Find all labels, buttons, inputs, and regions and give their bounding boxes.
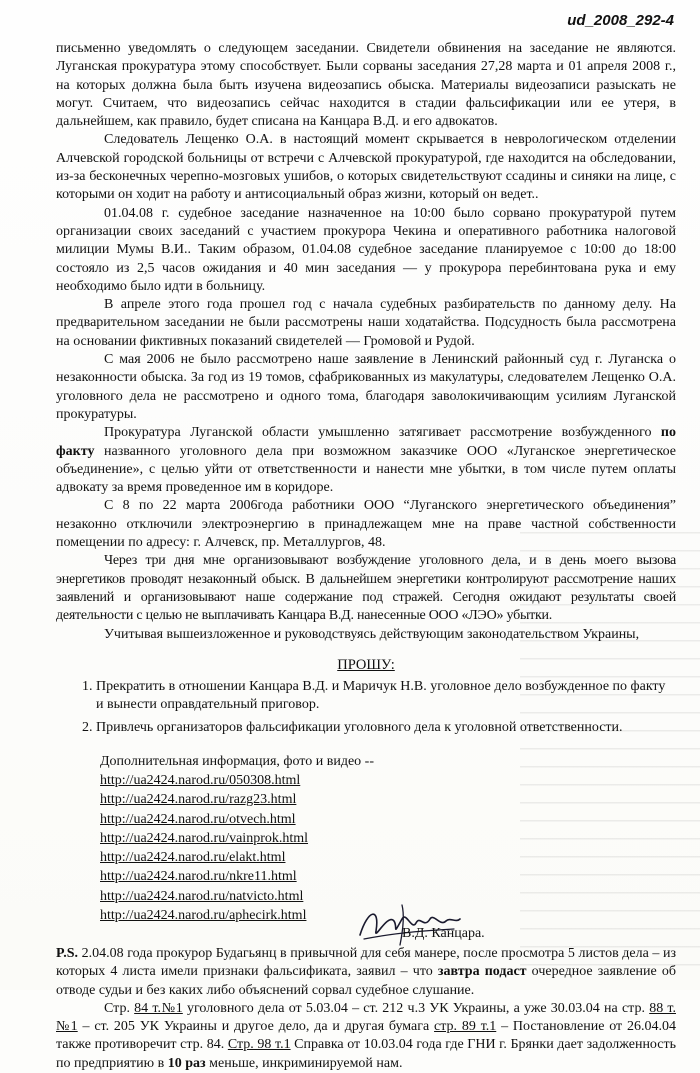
link-item[interactable]: http://ua2424.narod.ru/elakt.html [100,850,286,866]
paragraph-7: С 8 по 22 марта 2006года работники ООО “Луганского энергетического объединения” незаконно отключили электроэнергию в принадлежащем мне на праве частной собственности помещении по адресу: г. Алчевск, пр. Металлургов, 48. [56,498,676,551]
paragraph-4: В апреле этого года прошел год с начала судебных разбирательств по данному делу. На предварительном заседании не были рассмотрены наши ходатайства. Подсудность была рассмотрена на основании фиктивных показаний свидетелей — Громовой и Рудой. [56,297,676,349]
link-item[interactable]: http://ua2424.narod.ru/vainprok.html [100,830,309,846]
page-ref: 88 т.№1 [56,1000,676,1035]
document-body [56,40,676,1073]
final-text: – ст. 205 УК Украины и другое дело, да и другая бумага [77,1019,435,1035]
page-ref: 84 т.№1 [134,1000,183,1016]
paragraph-6-rest: названного уголовного дела при возможном заказчике ООО «Луганское энергетическое объединение», с целью уйти от ответственности и нанести мне убытки, в том числе путем оплаты адвокату за время проведенное им в коридоре. [56,443,676,496]
final-text: Справка от 10.03.04 года где ГНИ г. Брянки дает задолженность по предприятию в [56,1037,676,1071]
ps-text: 2.04.08 года прокурор Будагьянц в привычной для себя манере, после просмотра 5 листов дела – из которых 4 листа имели признаки фальсификата, заявил – что [56,945,676,980]
ps-label: P.S. [56,945,79,961]
postscript [56,945,676,1000]
links-section [100,753,676,925]
final-text: меньше, инкриминируемой нам. [205,1055,403,1071]
link-item[interactable]: http://ua2424.narod.ru/050308.html [100,773,301,789]
request-item: 2. Привлечь организаторов фальсификации уголовного дела к уголовной ответственности. [96,719,676,737]
links-heading: Дополнительная информация, фото и видео -- [100,753,374,769]
signature-name: В.Д. Канцара. [402,925,485,941]
document-id: ud_2008_292-4 [567,12,674,29]
paragraph-2: Следователь Лещенко О.А. в настоящий момент скрывается в неврологическом отделении Алчевской городской больницы от встречи с Алчевской прокуратурой, где находится на обследовании, из-за бесконечных черепно-мозговых ушибов, о которых свидетельствуют ссадины и синяки на лице, с которыми он ходит на работу и антисоциальный образ жизни, который он ведет.. [56,132,676,203]
link-item[interactable]: http://ua2424.narod.ru/otvech.html [100,811,296,827]
final-text: – Постановление от 26.04.04 также противоречит стр. 84. [56,1019,676,1053]
paragraph-5: С мая 2006 не было рассмотрено наше заявление в Ленинский районный суд г. Луганска о незаконности обыска. За год из 19 томов, сфабрикованных из макулатуры, следователем Лещенко О.А. уголовного дела не рассмотрено и одного тома, благодаря заволокичивающим усилиям Луганской прокуратуры. [56,352,676,422]
page-ref: стр. 89 т.1 [434,1019,497,1035]
request-list [56,678,676,737]
request-item: 1. Прекратить в отношении Канцара В.Д. и Маричук Н.В. уголовное дело возбужденное по факту и вынести оправдательный приговор. [96,678,676,715]
paragraph-8: Через три дня мне организовывают возбуждение уголовного дела, и в день моего вызова энергетиков проводят незаконный обыск. В дальнейшем энергетики контролируют рассмотрение наших заявлений и организовывают наше содержание под стражей. Сегодня ожидают результаты своей деятельности с целью не выплачивать Канцара В.Д. нанесенные ООО «ЛЭО» убытки. [56,553,676,624]
link-item[interactable]: http://ua2424.narod.ru/razg23.html [100,792,297,808]
paragraph-3: 01.04.08 г. судебное заседание назначенное на 10:00 было сорвано прокуратурой путем организации своих заседаний с участием прокурора Чекина и оперативного работника налоговой милиции Мумы В.И.. Таким образом, 01.04.08 судебное заседание планируемое с 10:00 до 18:00 состояло из 2,5 часов ожидания и 40 мин заседания — у прокурора перебинтована рука и ему необходимо было идти в больницу. [56,205,676,294]
request-title-text: ПРОШУ: [337,656,395,673]
link-item[interactable]: http://ua2424.narod.ru/aphecirk.html [100,907,307,923]
final-text: уголовного дела от 5.03.04 – ст. 212 ч.3 УК Украины, а уже 30.03.04 на стр. [182,1000,650,1016]
link-item[interactable]: http://ua2424.narod.ru/natvicto.html [100,888,304,904]
signature-line [56,925,676,945]
paragraph-9: Учитывая вышеизложенное и руководствуясь действующим законодательством Украины, [104,626,640,642]
final-bold: 10 раз [167,1055,206,1071]
paragraph-1: письменно уведомлять о следующем заседании. Свидетели обвинения на заседание не являются. Луганская прокуратура этому способствует. Были сорваны заседания 27,28 марта и 01 апреля 2008 г., на которых должна была быть изучена видеозапись обыска. Материалы видеозаписи разыскать не могут. Считаем, что видеозапись сейчас находится в стадии фальсификации или ее утеря, в дальнейшем, как правило, будет списана на Канцара В.Д. и его адвокатов. [56,41,676,130]
page-ref: Стр. 98 т.1 [227,1037,291,1053]
request-title [56,656,676,674]
paragraph-6-bold: по факту [56,425,676,459]
ps-bold: завтра подаст [437,964,527,980]
final-paragraph [56,1000,676,1073]
final-text: Стр. [104,1000,135,1016]
paragraph-6-text: Прокуратура Луганской области умышленно затягивает рассмотрение возбужденного [104,425,661,441]
ps-text-rest: очередное заявление об отводе судьи и без каких либо объяснений сорвал судебное слушание. [56,964,676,998]
paragraph-6 [56,424,676,497]
link-item[interactable]: http://ua2424.narod.ru/nkre11.html [100,869,297,885]
